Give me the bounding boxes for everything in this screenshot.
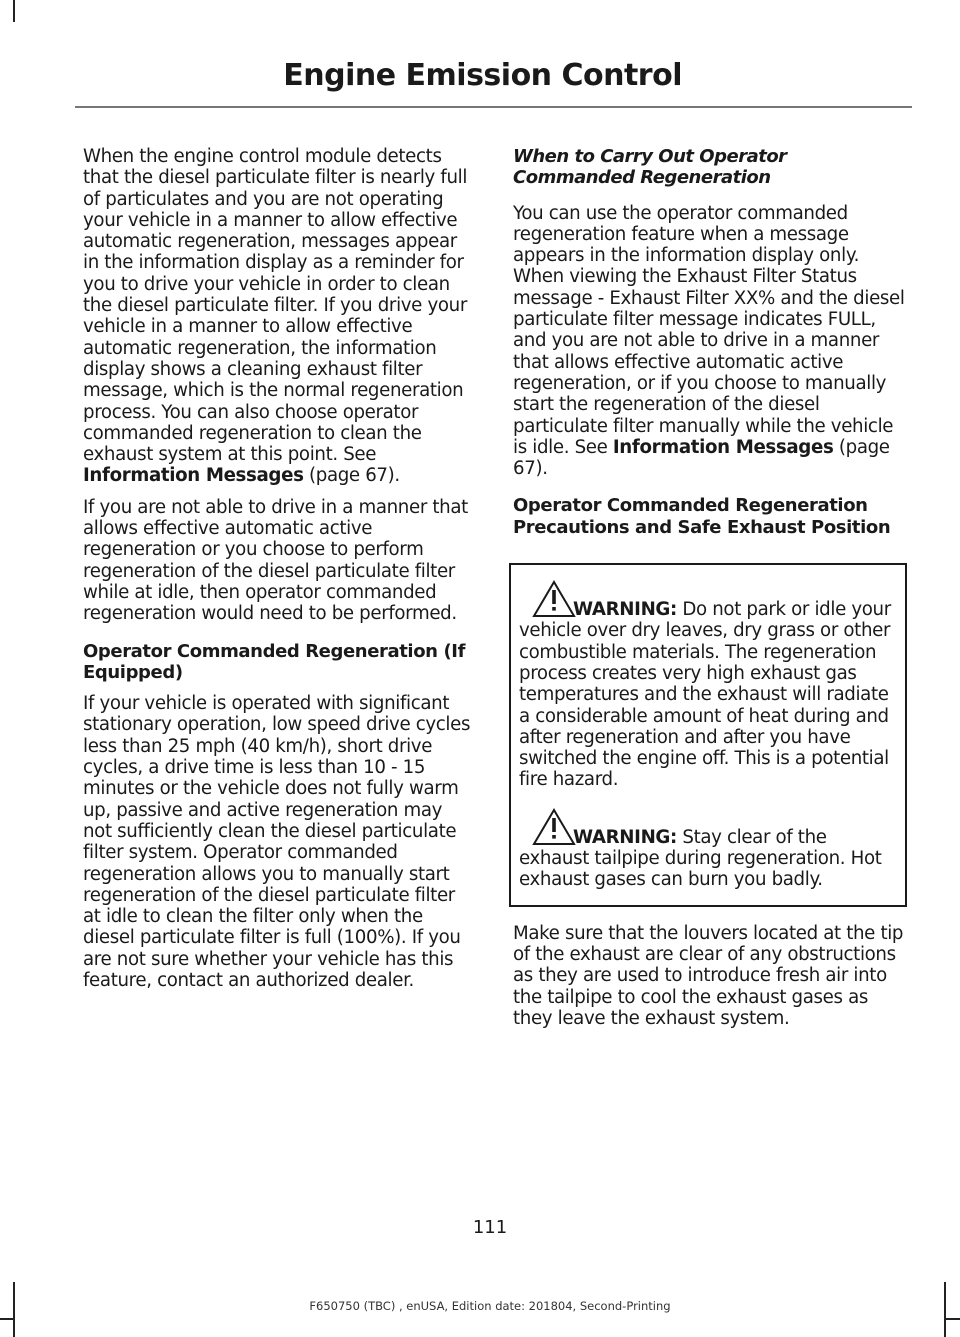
warning-triangle-icon	[531, 807, 577, 847]
warning-body: Stay clear of the exhaust tailpipe during regeneration. Hot exhaust gases can burn you badly.	[519, 826, 882, 891]
section-heading: When to Carry Out Operator Commanded Regeneration	[513, 146, 787, 189]
paragraph: Make sure that the louvers located at the tip of the exhaust are clear of any obstructions as they are used to introduce fresh air into the tailpipe to cool the exhaust gases as they leave the exhaust system.	[513, 922, 904, 1029]
page-reference: (page 67).	[309, 465, 400, 487]
warning-label: WARNING:	[573, 599, 677, 621]
crop-mark	[946, 1318, 960, 1320]
section-heading: Operator Commanded Regeneration (If Equipped)	[83, 640, 466, 683]
cross-reference-link[interactable]: Information Messages	[83, 465, 304, 487]
warning-item	[519, 807, 899, 891]
crop-mark	[0, 1318, 14, 1320]
paragraph: If you are not able to drive in a manner that allows effective automatic active regeneration or you choose to perform regeneration of the diesel particulate filter while at idle, then operator commanded regeneration would need to be performed.	[83, 496, 468, 625]
page-number: 111	[472, 1217, 508, 1238]
paragraph	[513, 203, 907, 480]
page-reference: (page 67).	[513, 436, 890, 480]
warning-triangle-icon	[531, 579, 577, 619]
paragraph-text: You can use the operator commanded regeneration feature when a message appears in the information display only. When viewing the Exhaust Filter Status message - Exhaust Filter XX% and the diesel particulate filter message indicates FULL, and you are not able to drive in a manner that allows effective automatic active regeneration, or if you choose to manually start the regeneration of the diesel particulate filter manually while the vehicle is idle. See	[513, 202, 905, 458]
left-column	[83, 146, 475, 1001]
right-column	[513, 146, 907, 1039]
warning-label: WARNING:	[573, 826, 677, 848]
warning-body: Do not park or idle your vehicle over dry leaves, dry grass or other combustible materials. The regeneration process creates very high exhaust gas temperatures and the exhaust will radiate a considerable amount of heat during and after regeneration and after you have switched the engine off. This is a potential fire hazard.	[519, 599, 891, 791]
header-divider	[75, 106, 912, 108]
footer-edition: F650750 (TBC) , enUSA, Edition date: 201804, Second-Printing	[309, 1299, 671, 1313]
paragraph-text: When the engine control module detects that the diesel particulate filter is nearly full of particulates and you are not operating your vehicle in a manner to allow effective automatic regeneration, messages appear in the information display as a reminder for you to drive your vehicle in order to clean the diesel particulate filter. If you drive your vehicle in a manner to allow effective automatic regeneration, the information display shows a cleaning exhaust filter message, which is the normal regeneration process. You can also choose operator commanded regeneration to clean the exhaust system at this point. See	[83, 146, 468, 466]
section-heading: Operator Commanded Regeneration Precautions and Safe Exhaust Position	[513, 495, 891, 538]
paragraph	[83, 146, 475, 487]
warning-box	[509, 563, 907, 907]
crop-mark	[13, 0, 15, 22]
cross-reference-link[interactable]: Information Messages	[612, 436, 834, 458]
page-title: Engine Emission Control	[283, 58, 682, 93]
paragraph: If your vehicle is operated with significant stationary operation, low speed drive cycles less than 25 mph (40 km/h), short drive cycles, a drive time is less than 10 - 15 minutes or the vehicle does not fully warm up, passive and active regeneration may not sufficiently clean the diesel particulate filter system. Operator commanded regeneration allows you to manually start regeneration of the diesel particulate filter at idle to clean the filter only when the diesel particulate filter is full (100%). If you are not sure whether your vehicle has this feature, contact an authorized dealer.	[83, 693, 471, 991]
warning-item	[519, 579, 899, 791]
